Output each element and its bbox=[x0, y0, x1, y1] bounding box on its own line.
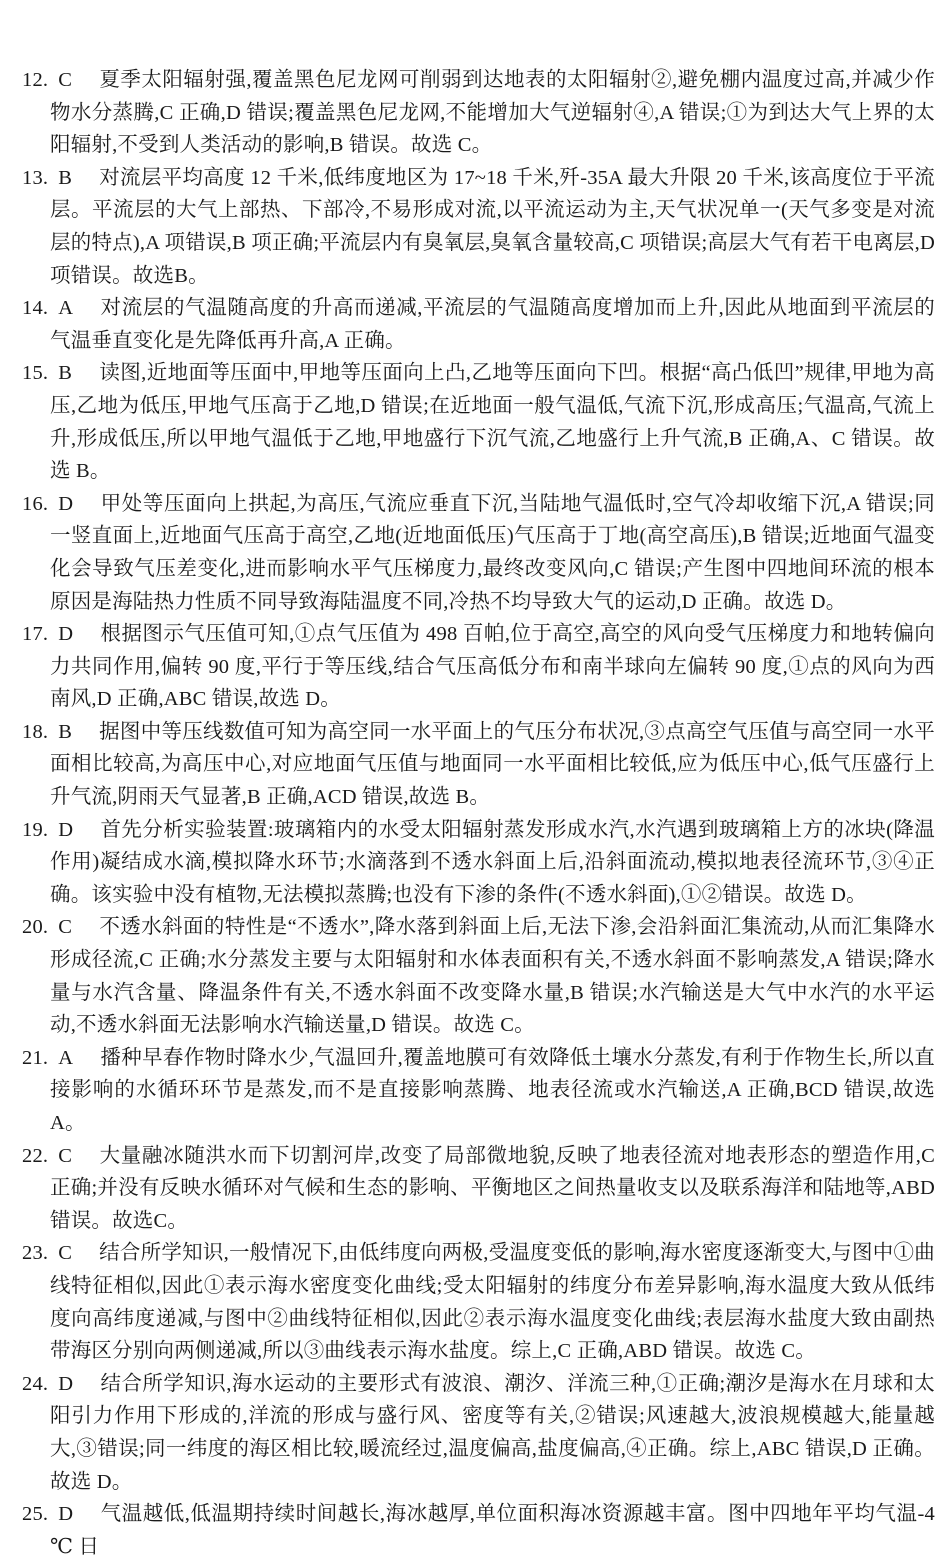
answer-explanation: 根据图示气压值可知,①点气压值为 498 百帕,位于高空,高空的风向受气压梯度力和地转偏向力共同作用,偏转 90 度,平行于等压线,结合气压高低分布和南半球向左偏转 90 度,①点的风向为西南风,D 正确,ABC 错误,故选 D。 bbox=[50, 623, 935, 711]
answer-explanation: 夏季太阳辐射强,覆盖黑色尼龙网可削弱到达地表的太阳辐射②,避免棚内温度过高,并减少作物水分蒸腾,C 正确,D 错误;覆盖黑色尼龙网,不能增加大气逆辐射④,A 错误;①为到达大气上界的太阳辐射,不受到人类活动的影响,B 错误。故选 C。 bbox=[50, 69, 935, 157]
answer-letter: C bbox=[58, 69, 73, 91]
question-number: 14. bbox=[22, 297, 49, 320]
answer-item bbox=[22, 1237, 935, 1367]
answer-letter: A bbox=[58, 297, 74, 320]
answer-explanation: 据图中等压线数值可知为高空同一水平面上的气压分布状况,③点高空气压值与高空同一水平面相比较高,为高压中心,对应地面气压值与地面同一水平面相比较低,应为低压中心,低气压盛行上升气流,阴雨天气显著,B 正确,ACD 错误,故选 B。 bbox=[50, 720, 935, 809]
question-number: 25. bbox=[22, 1503, 49, 1526]
answer-letter: A bbox=[58, 1046, 74, 1069]
answer-letter: D bbox=[58, 1503, 74, 1526]
question-number: 23. bbox=[22, 1242, 49, 1265]
answer-list bbox=[22, 64, 935, 1563]
answer-item bbox=[22, 162, 935, 292]
answer-letter: D bbox=[58, 492, 74, 515]
answer-explanation: 结合所学知识,一般情况下,由低纬度向两极,受温度变低的影响,海水密度逐渐变大,与图中①曲线特征相似,因此①表示海水密度变化曲线;受太阳辐射的纬度分布差异影响,海水温度大致从低纬度向高纬度递减,与图中②曲线特征相似,因此②表示海水温度变化曲线;表层海水盐度大致由副热带海区分别向两侧递减,所以③曲线表示海水盐度。综上,C 正确,ABD 错误。故选 C。 bbox=[50, 1242, 935, 1363]
answer-letter: C bbox=[58, 916, 73, 939]
answer-letter: D bbox=[58, 818, 74, 841]
answer-item bbox=[22, 357, 935, 487]
question-number: 12. bbox=[22, 69, 49, 91]
question-number: 24. bbox=[22, 1372, 49, 1395]
answer-explanation: 首先分析实验装置:玻璃箱内的水受太阳辐射蒸发形成水汽,水汽遇到玻璃箱上方的冰块(降温作用)凝结成水滴,模拟降水环节;水滴落到不透水斜面上后,沿斜面流动,模拟地表径流环节,③④正确。该实验中没有植物,无法模拟蒸腾;也没有下渗的条件(不透水斜面),①②错误。故选 D。 bbox=[50, 818, 935, 906]
answer-explanation: 甲处等压面向上拱起,为高压,气流应垂直下沉,当陆地气温低时,空气冷却收缩下沉,A 错误;同一竖直面上,近地面气压高于高空,乙地(近地面低压)气压高于丁地(高空高压),B 错误;近地面气温变化会导致气压差变化,进而影响水平气压梯度力,最终改变风向,C 错误;产生图中四地间环流的根本原因是海陆热力性质不同导致海陆温度不同,冷热不均导致大气的运动,D 正确。故选 D。 bbox=[50, 492, 935, 613]
answer-item bbox=[22, 1042, 935, 1140]
answer-explanation: 播种早春作物时降水少,气温回升,覆盖地膜可有效降低土壤水分蒸发,有利于作物生长,所以直接影响的水循环环节是蒸发,而不是直接影响蒸腾、地表径流或水汽输送,A 正确,BCD 错误,故选 A。 bbox=[50, 1046, 935, 1134]
answer-letter: C bbox=[58, 1144, 73, 1167]
answer-item bbox=[22, 1498, 935, 1563]
answer-letter: B bbox=[58, 720, 73, 743]
question-number: 21. bbox=[22, 1046, 49, 1069]
answer-item bbox=[22, 911, 935, 1041]
answer-item bbox=[22, 292, 935, 357]
answer-item bbox=[22, 488, 935, 618]
answer-letter: C bbox=[58, 1242, 73, 1265]
question-number: 16. bbox=[22, 492, 49, 515]
answer-explanation: 对流层的气温随高度的升高而递减,平流层的气温随高度增加而上升,因此从地面到平流层的气温垂直变化是先降低再升高,A 正确。 bbox=[50, 297, 935, 352]
answer-item bbox=[22, 64, 935, 162]
answer-item bbox=[22, 716, 935, 814]
question-number: 15. bbox=[22, 362, 49, 385]
question-number: 22. bbox=[22, 1144, 49, 1167]
answer-letter: D bbox=[58, 623, 74, 646]
answer-item bbox=[22, 1140, 935, 1238]
answer-letter: B bbox=[58, 166, 73, 189]
answer-explanation: 结合所学知识,海水运动的主要形式有波浪、潮汐、洋流三种,①正确;潮汐是海水在月球和太阳引力作用下形成的,洋流的形成与盛行风、密度等有关,②错误;风速越大,波浪规模越大,能量越大,③错误;同一纬度的海区相比较,暖流经过,温度偏高,盐度偏高,④正确。综上,ABC 错误,D 正确。故选 D。 bbox=[50, 1372, 935, 1493]
answer-item bbox=[22, 618, 935, 716]
answer-explanation: 对流层平均高度 12 千米,低纬度地区为 17~18 千米,歼-35A 最大升限 20 千米,该高度位于平流层。平流层的大气上部热、下部冷,不易形成对流,以平流运动为主,天气状况单一(天气多变是对流层的特点),A 项错误,B 项正确;平流层内有臭氧层,臭氧含量较高,C 项错误;高层大气有若干电离层,D 项错误。故选B。 bbox=[50, 166, 935, 287]
answer-letter: B bbox=[58, 362, 73, 385]
question-number: 20. bbox=[22, 916, 49, 939]
question-number: 13. bbox=[22, 166, 49, 189]
question-number: 17. bbox=[22, 623, 49, 646]
question-number: 19. bbox=[22, 818, 49, 841]
answer-explanation: 大量融冰随洪水而下切割河岸,改变了局部微地貌,反映了地表径流对地表形态的塑造作用,C 正确;并没有反映水循环对气候和生态的影响、平衡地区之间热量收支以及联系海洋和陆地等,ABD 错误。故选C。 bbox=[50, 1144, 935, 1232]
answer-explanation: 不透水斜面的特性是“不透水”,降水落到斜面上后,无法下渗,会沿斜面汇集流动,从而汇集降水形成径流,C 正确;水分蒸发主要与太阳辐射和水体表面积有关,不透水斜面不影响蒸发,A 错误;降水量与水汽含量、降温条件有关,不透水斜面不改变降水量,B 错误;水汽输送是大气中水汽的水平运动,不透水斜面无法影响水汽输送量,D 错误。故选 C。 bbox=[50, 916, 935, 1037]
answer-explanation: 气温越低,低温期持续时间越长,海冰越厚,单位面积海冰资源越丰富。图中四地年平均气温-4 ℃ 日 bbox=[50, 1503, 935, 1558]
answer-item bbox=[22, 814, 935, 912]
question-number: 18. bbox=[22, 720, 49, 743]
answer-letter: D bbox=[58, 1372, 74, 1395]
answer-explanation: 读图,近地面等压面中,甲地等压面向上凸,乙地等压面向下凹。根据“高凸低凹”规律,甲地为高压,乙地为低压,甲地气压高于乙地,D 错误;在近地面一般气温低,气流下沉,形成高压;气温高,气流上升,形成低压,所以甲地气温低于乙地,甲地盛行下沉气流,乙地盛行上升气流,B 正确,A、C 错误。故选 B。 bbox=[50, 362, 935, 483]
answer-item bbox=[22, 1368, 935, 1498]
